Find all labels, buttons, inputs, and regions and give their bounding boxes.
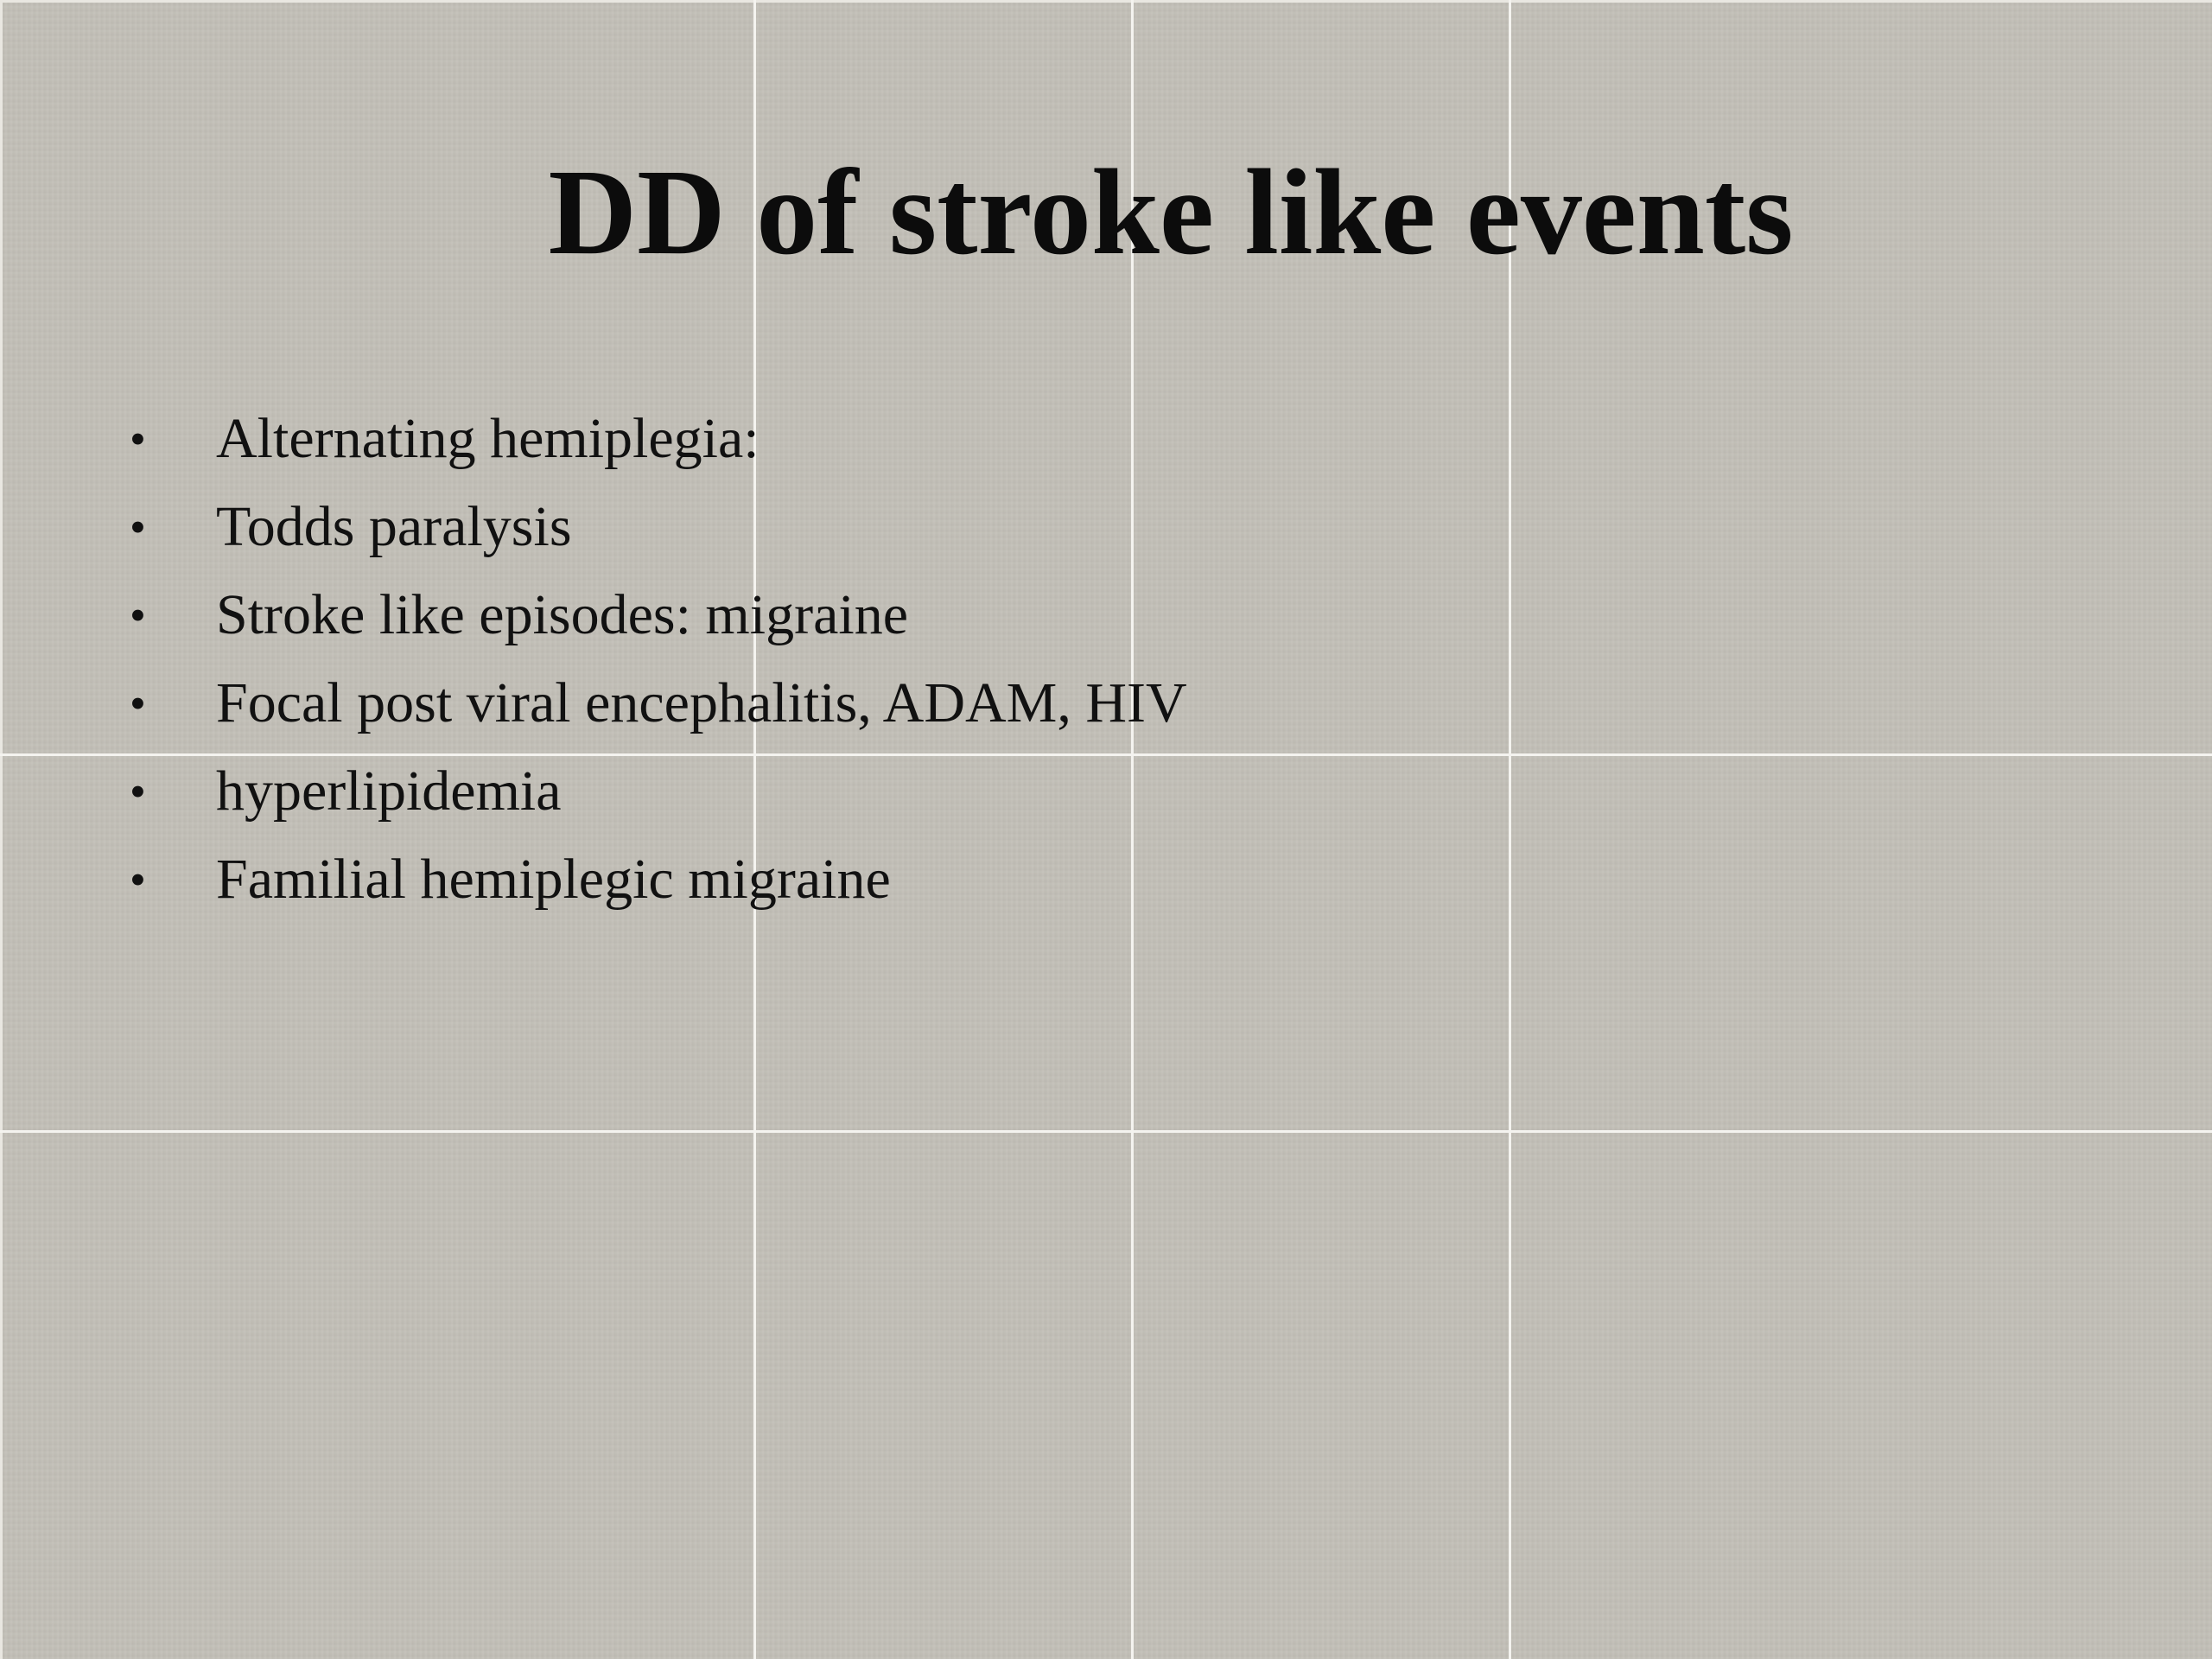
bullet-icon: •: [130, 589, 146, 641]
bullet-icon: •: [130, 766, 146, 817]
slide-title: DD of stroke like events: [548, 143, 1794, 280]
bullet-text: Todds paralysis: [216, 495, 572, 558]
bullet-text: Alternating hemiplegia:: [216, 407, 760, 470]
bullet-icon: •: [130, 501, 146, 553]
bullet-icon: •: [130, 677, 146, 729]
bullet-icon: •: [130, 413, 146, 465]
grid-line-horizontal: [0, 1130, 2212, 1133]
bullet-text: Stroke like episodes: migraine: [216, 583, 908, 646]
bullet-text: hyperlipidemia: [216, 760, 562, 823]
bullet-text: Familial hemiplegic migraine: [216, 848, 891, 911]
bullet-text: Focal post viral encephalitis, ADAM, HIV: [216, 671, 1187, 734]
slide-border-top: [0, 0, 2212, 3]
bullet-icon: •: [130, 854, 146, 906]
